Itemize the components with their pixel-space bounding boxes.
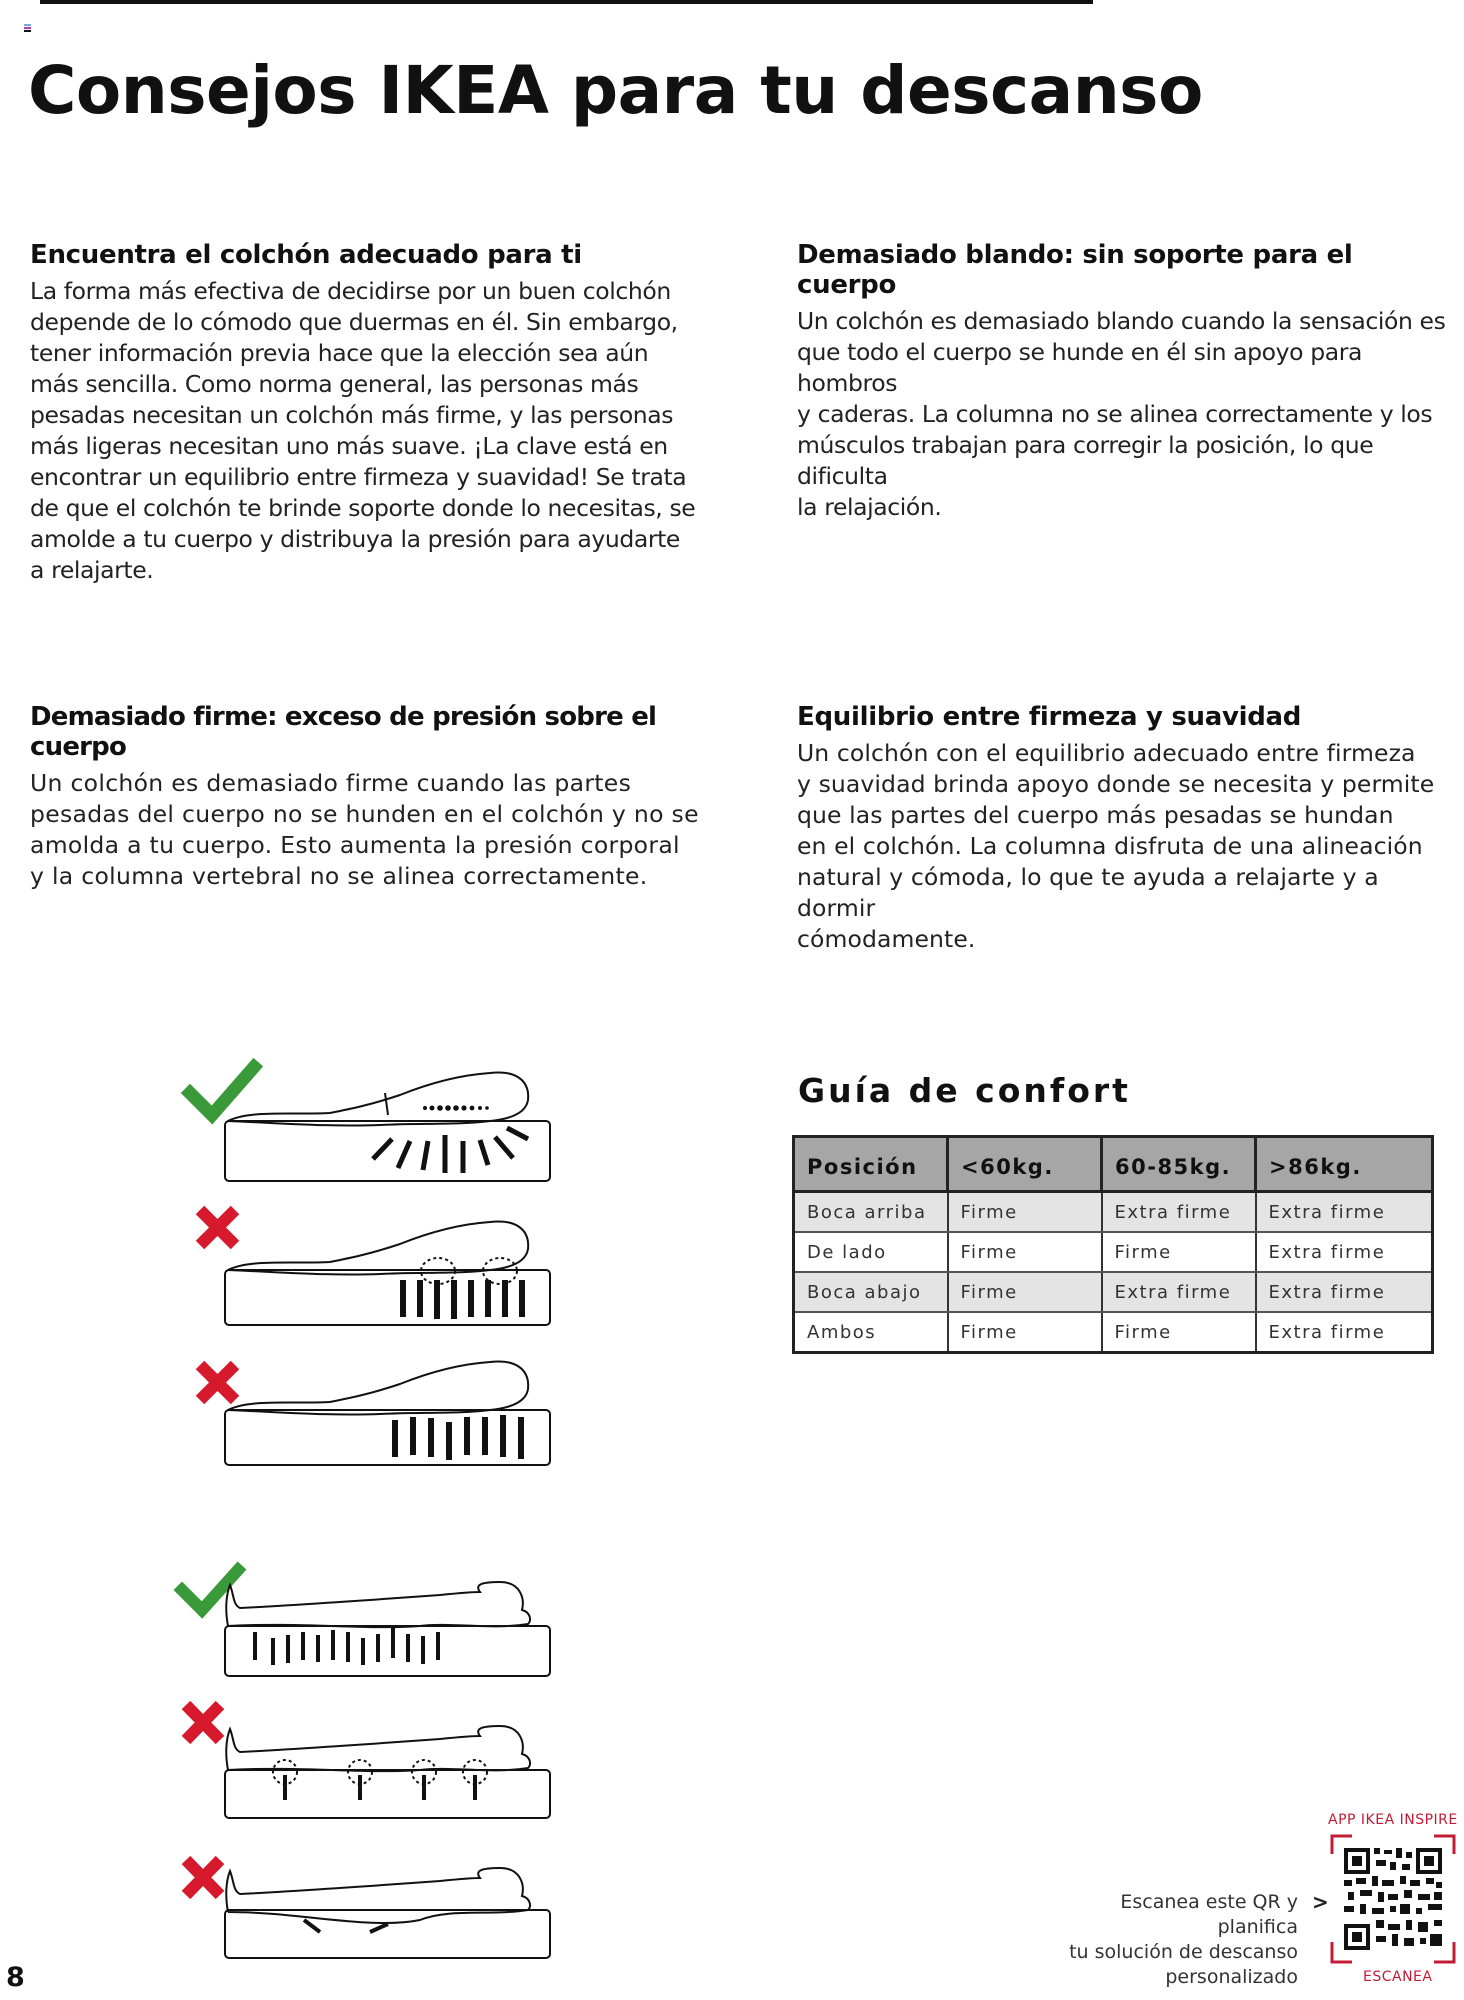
- section-heading: Demasiado firme: exceso de presión sobre el cuerpo: [30, 702, 657, 762]
- page-title: Consejos IKEA para tu descanso: [28, 52, 1203, 129]
- section-heading: Encuentra el colchón adecuado para ti: [30, 240, 582, 270]
- table-cell: Extra firme: [1256, 1312, 1433, 1353]
- side-sleeper-correct: [225, 1072, 550, 1181]
- top-rule: [40, 0, 1093, 4]
- table-cell: Extra firme: [1256, 1232, 1433, 1272]
- checkmark-icon: [190, 1067, 254, 1115]
- column-header: >86kg.: [1256, 1137, 1433, 1192]
- back-sleeping-illustrations: [170, 1560, 570, 1970]
- table-cell: Boca arriba: [794, 1192, 948, 1233]
- chevron-right-icon: >: [1312, 1890, 1329, 1914]
- table-header-row: [794, 1137, 1433, 1192]
- table-row: [794, 1272, 1433, 1312]
- qr-caption: Escanea este QR y planifica tu solución de descanso personalizado: [1069, 1891, 1298, 1988]
- table-cell: Firme: [948, 1272, 1102, 1312]
- qr-promo: [1040, 1806, 1460, 1996]
- column-header: Posición: [794, 1137, 948, 1192]
- table-cell: Extra firme: [1102, 1192, 1256, 1233]
- cross-icon: [200, 1210, 235, 1245]
- qr-scan-label: ESCANEA: [1363, 1969, 1433, 1985]
- table-cell: Extra firme: [1102, 1272, 1256, 1312]
- column-header: 60-85kg.: [1102, 1137, 1256, 1192]
- table-cell: Firme: [948, 1232, 1102, 1272]
- color-registration-mark: [24, 24, 31, 32]
- cross-icon: [200, 1365, 235, 1400]
- section-find-mattress: [30, 240, 730, 586]
- page-number: 8: [6, 1962, 25, 1993]
- table-cell: De lado: [794, 1232, 948, 1272]
- table-cell: Extra firme: [1256, 1192, 1433, 1233]
- section-body: Un colchón con el equilibrio adecuado entre firmeza y suavidad brinda apoyo donde se necesita y permite que las partes del cuerpo más pesadas se hundan en el colchón. La columna disfruta de una alineación natural y cómoda, lo que te ayuda a relajarte y a dormir cómodamente.: [797, 739, 1435, 953]
- comfort-guide-title: Guía de confort: [798, 1071, 1131, 1110]
- table-cell: Ambos: [794, 1312, 948, 1353]
- section-balance: [797, 702, 1457, 955]
- section-heading: Equilibrio entre firmeza y suavidad: [797, 702, 1302, 732]
- side-sleeping-illustrations: [170, 1055, 570, 1485]
- cross-icon: [186, 1705, 220, 1740]
- section-body: La forma más efectiva de decidirse por un buen colchón depende de lo cómodo que duermas en él. Sin embargo, tener información previa hace que la elección sea aún más sencilla. Como norma general, las personas más pesadas necesitan un colchón más firme, y las personas más ligeras necesitan uno más suave. ¡La clave está en encontrar un equilibrio entre firmeza y suavidad! Se trata de que el colchón te brinde soporte donde lo necesitas, se amolde a tu cuerpo y distribuya la presión para ayudarte a relajarte.: [30, 277, 696, 584]
- table-row: [794, 1192, 1433, 1233]
- table-cell: Firme: [948, 1192, 1102, 1233]
- cross-icon: [186, 1860, 220, 1895]
- table-row: [794, 1312, 1433, 1353]
- section-too-firm: [30, 702, 730, 892]
- comfort-guide-table: [792, 1135, 1434, 1354]
- table-cell: Firme: [1102, 1312, 1256, 1353]
- table-cell: Extra firme: [1256, 1272, 1433, 1312]
- checkmark-icon: [182, 1570, 238, 1610]
- section-body: Un colchón es demasiado blando cuando la sensación es que todo el cuerpo se hunde en él sin apoyo para hombros y caderas. La columna no se alinea correctamente y los músculos trabajan para corregir la posición, lo que dificulta la relajación.: [797, 307, 1446, 521]
- table-cell: Firme: [1102, 1232, 1256, 1272]
- table-cell: Boca abajo: [794, 1272, 948, 1312]
- section-heading: Demasiado blando: sin soporte para el cuerpo: [797, 240, 1353, 300]
- table-row: [794, 1232, 1433, 1272]
- section-body: Un colchón es demasiado firme cuando las partes pesadas del cuerpo no se hunden en el colchón y no se amolda a tu cuerpo. Esto aumenta la presión corporal y la columna vertebral no se alinea correctamente.: [30, 769, 699, 890]
- section-too-soft: [797, 240, 1457, 523]
- qr-app-label: APP IKEA INSPIRE: [1328, 1812, 1458, 1828]
- column-header: <60kg.: [948, 1137, 1102, 1192]
- table-cell: Firme: [948, 1312, 1102, 1353]
- qr-code[interactable]: [1330, 1834, 1456, 1964]
